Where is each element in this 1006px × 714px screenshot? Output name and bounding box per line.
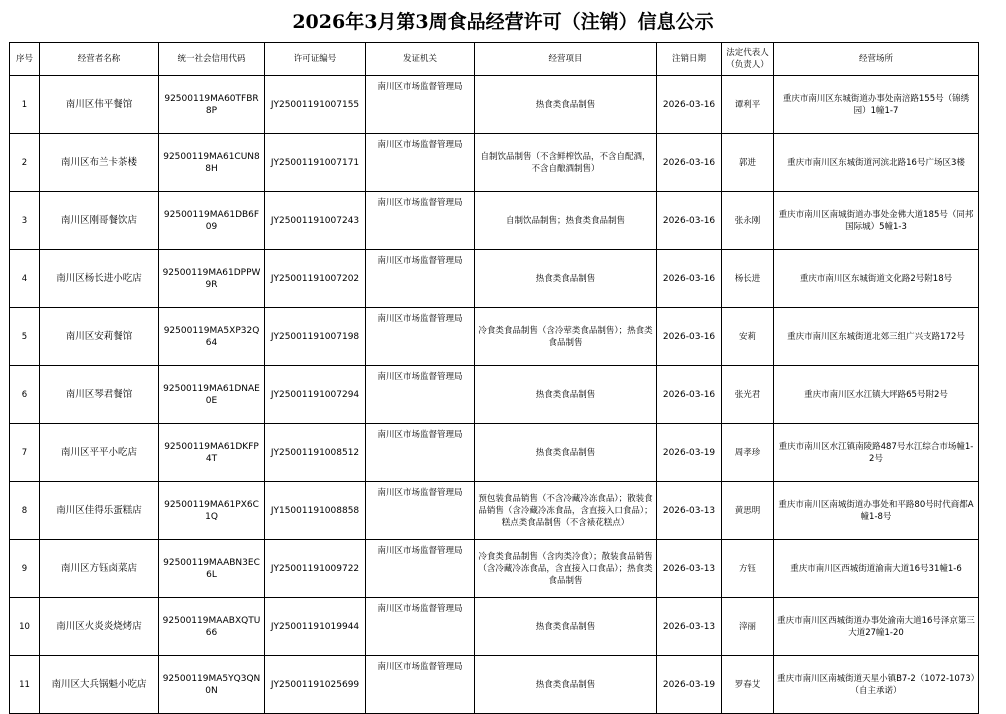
cell-address: 重庆市南川区南城街道天星小镇B7-2（1072-1073）（自主承诺） (774, 656, 979, 714)
cell-license-no: JY15001191008858 (265, 482, 366, 540)
cell-credit-code: 92500119MA5XP32Q64 (159, 308, 265, 366)
cell-scope: 冷食类食品制售（含肉类冷食）；散装食品销售（含冷藏冷冻食品，含直接入口食品）；热食类食品制售 (475, 540, 657, 598)
cell-authority: 南川区市场监督管理局 (366, 540, 475, 598)
cell-authority: 南川区市场监督管理局 (366, 424, 475, 482)
table-row (10, 366, 979, 424)
cell-address: 重庆市南川区南城街道办事处和平路80号时代商都A幢1-8号 (774, 482, 979, 540)
cell-seq: 1 (10, 76, 40, 134)
cell-cancel-date: 2026-03-16 (657, 250, 722, 308)
cell-seq: 9 (10, 540, 40, 598)
cell-scope: 热食类食品制售 (475, 366, 657, 424)
cell-name: 南川区佳得乐蛋糕店 (40, 482, 159, 540)
table-row (10, 192, 979, 250)
cell-address: 重庆市南川区东城街道文化路2号附18号 (774, 250, 979, 308)
cell-license-no: JY25001191019944 (265, 598, 366, 656)
cell-address: 重庆市南川区南城街道办事处金佛大道185号（同邦国际城）5幢1-3 (774, 192, 979, 250)
cell-name: 南川区方钰卤菜店 (40, 540, 159, 598)
license-table (9, 42, 979, 714)
cell-name: 南川区大兵锅魁小吃店 (40, 656, 159, 714)
header-name: 经营者名称 (40, 43, 159, 76)
cell-cancel-date: 2026-03-16 (657, 76, 722, 134)
cell-name: 南川区布兰卡茶楼 (40, 134, 159, 192)
cell-name: 南川区杨长进小吃店 (40, 250, 159, 308)
cell-scope: 热食类食品制售 (475, 598, 657, 656)
cell-credit-code: 92500119MA5YQ3QN0N (159, 656, 265, 714)
cell-name: 南川区平平小吃店 (40, 424, 159, 482)
cell-authority: 南川区市场监督管理局 (366, 656, 475, 714)
header-row (10, 43, 979, 76)
cell-cancel-date: 2026-03-16 (657, 192, 722, 250)
cell-license-no: JY25001191007171 (265, 134, 366, 192)
cell-authority: 南川区市场监督管理局 (366, 598, 475, 656)
cell-seq: 6 (10, 366, 40, 424)
cell-scope: 冷食类食品制售（含冷荤类食品制售）；热食类食品制售 (475, 308, 657, 366)
header-license-no: 许可证编号 (265, 43, 366, 76)
header-legal-rep: 法定代表人（负责人） (722, 43, 774, 76)
cell-name: 南川区刚哥餐饮店 (40, 192, 159, 250)
cell-name: 南川区伟平餐馆 (40, 76, 159, 134)
cell-credit-code: 92500119MA61DPPW9R (159, 250, 265, 308)
cell-scope: 热食类食品制售 (475, 250, 657, 308)
cell-cancel-date: 2026-03-13 (657, 540, 722, 598)
cell-scope: 热食类食品制售 (475, 76, 657, 134)
table-row (10, 76, 979, 134)
cell-address: 重庆市南川区西城街道办事处渝南大道16号泽京第三大道27幢1-20 (774, 598, 979, 656)
cell-legal-rep: 滓丽 (722, 598, 774, 656)
cell-scope: 热食类食品制售 (475, 656, 657, 714)
cell-cancel-date: 2026-03-16 (657, 366, 722, 424)
cell-authority: 南川区市场监督管理局 (366, 250, 475, 308)
table-row (10, 424, 979, 482)
header-seq: 序号 (10, 43, 40, 76)
cell-cancel-date: 2026-03-16 (657, 134, 722, 192)
cell-name: 南川区琴君餐馆 (40, 366, 159, 424)
cell-seq: 11 (10, 656, 40, 714)
header-scope: 经营项目 (475, 43, 657, 76)
cell-license-no: JY25001191007294 (265, 366, 366, 424)
cell-license-no: JY25001191009722 (265, 540, 366, 598)
cell-authority: 南川区市场监督管理局 (366, 308, 475, 366)
cell-legal-rep: 张永刚 (722, 192, 774, 250)
cell-legal-rep: 张光君 (722, 366, 774, 424)
cell-license-no: JY25001191007243 (265, 192, 366, 250)
header-cancel-date: 注销日期 (657, 43, 722, 76)
cell-license-no: JY25001191007155 (265, 76, 366, 134)
cell-license-no: JY25001191007202 (265, 250, 366, 308)
cell-scope: 自制饮品制售（不含鲜榨饮品，不含自配酒，不含自酿酒制售） (475, 134, 657, 192)
cell-legal-rep: 黄思明 (722, 482, 774, 540)
header-authority: 发证机关 (366, 43, 475, 76)
cell-scope: 自制饮品制售；热食类食品制售 (475, 192, 657, 250)
cell-credit-code: 92500119MA61DKFP4T (159, 424, 265, 482)
table-row (10, 656, 979, 714)
cell-authority: 南川区市场监督管理局 (366, 76, 475, 134)
cell-license-no: JY25001191008512 (265, 424, 366, 482)
cell-credit-code: 92500119MA61PX6C1Q (159, 482, 265, 540)
cell-scope: 热食类食品制售 (475, 424, 657, 482)
table-row (10, 540, 979, 598)
cell-credit-code: 92500119MA60TFBR8P (159, 76, 265, 134)
cell-legal-rep: 安莉 (722, 308, 774, 366)
cell-credit-code: 92500119MAABXQTU66 (159, 598, 265, 656)
cell-cancel-date: 2026-03-19 (657, 424, 722, 482)
cell-name: 南川区安莉餐馆 (40, 308, 159, 366)
cell-legal-rep: 方钰 (722, 540, 774, 598)
cell-legal-rep: 谭利平 (722, 76, 774, 134)
table-row (10, 134, 979, 192)
cell-credit-code: 92500119MA61CUN88H (159, 134, 265, 192)
cell-seq: 10 (10, 598, 40, 656)
cell-seq: 4 (10, 250, 40, 308)
table-row (10, 482, 979, 540)
table-row (10, 598, 979, 656)
header-address: 经营场所 (774, 43, 979, 76)
cell-scope: 预包装食品销售（不含冷藏冷冻食品）；散装食品销售（含冷藏冷冻食品，含直接入口食品）；糕点类食品制售（不含裱花糕点） (475, 482, 657, 540)
cell-seq: 3 (10, 192, 40, 250)
cell-authority: 南川区市场监督管理局 (366, 192, 475, 250)
cell-license-no: JY25001191007198 (265, 308, 366, 366)
cell-credit-code: 92500119MAABN3EC6L (159, 540, 265, 598)
cell-address: 重庆市南川区东城街道北郊三组广兴支路172号 (774, 308, 979, 366)
cell-cancel-date: 2026-03-19 (657, 656, 722, 714)
cell-address: 重庆市南川区水江镇大坪路65号附2号 (774, 366, 979, 424)
cell-seq: 2 (10, 134, 40, 192)
cell-authority: 南川区市场监督管理局 (366, 134, 475, 192)
cell-seq: 8 (10, 482, 40, 540)
cell-seq: 5 (10, 308, 40, 366)
cell-credit-code: 92500119MA61DNAE0E (159, 366, 265, 424)
cell-legal-rep: 郭进 (722, 134, 774, 192)
cell-name: 南川区火炎炎烧烤店 (40, 598, 159, 656)
table-row (10, 308, 979, 366)
cell-license-no: JY25001191025699 (265, 656, 366, 714)
cell-credit-code: 92500119MA61DB6F09 (159, 192, 265, 250)
cell-cancel-date: 2026-03-13 (657, 598, 722, 656)
cell-authority: 南川区市场监督管理局 (366, 482, 475, 540)
cell-legal-rep: 杨长进 (722, 250, 774, 308)
cell-address: 重庆市南川区西城街道渝南大道16号31幢1-6 (774, 540, 979, 598)
cell-address: 重庆市南川区东城街道办事处南涪路155号（锦绣园）1幢1-7 (774, 76, 979, 134)
cell-legal-rep: 周孝珍 (722, 424, 774, 482)
cell-legal-rep: 罗春艾 (722, 656, 774, 714)
header-credit-code: 统一社会信用代码 (159, 43, 265, 76)
table-row (10, 250, 979, 308)
cell-cancel-date: 2026-03-13 (657, 482, 722, 540)
page-title: 2026年3月第3周食品经营许可（注销）信息公示 (292, 11, 714, 33)
cell-cancel-date: 2026-03-16 (657, 308, 722, 366)
cell-authority: 南川区市场监督管理局 (366, 366, 475, 424)
cell-seq: 7 (10, 424, 40, 482)
cell-address: 重庆市南川区水江镇南陵路487号水江综合市场幢1-2号 (774, 424, 979, 482)
cell-address: 重庆市南川区东城街道河滨北路16号广场区3楼 (774, 134, 979, 192)
